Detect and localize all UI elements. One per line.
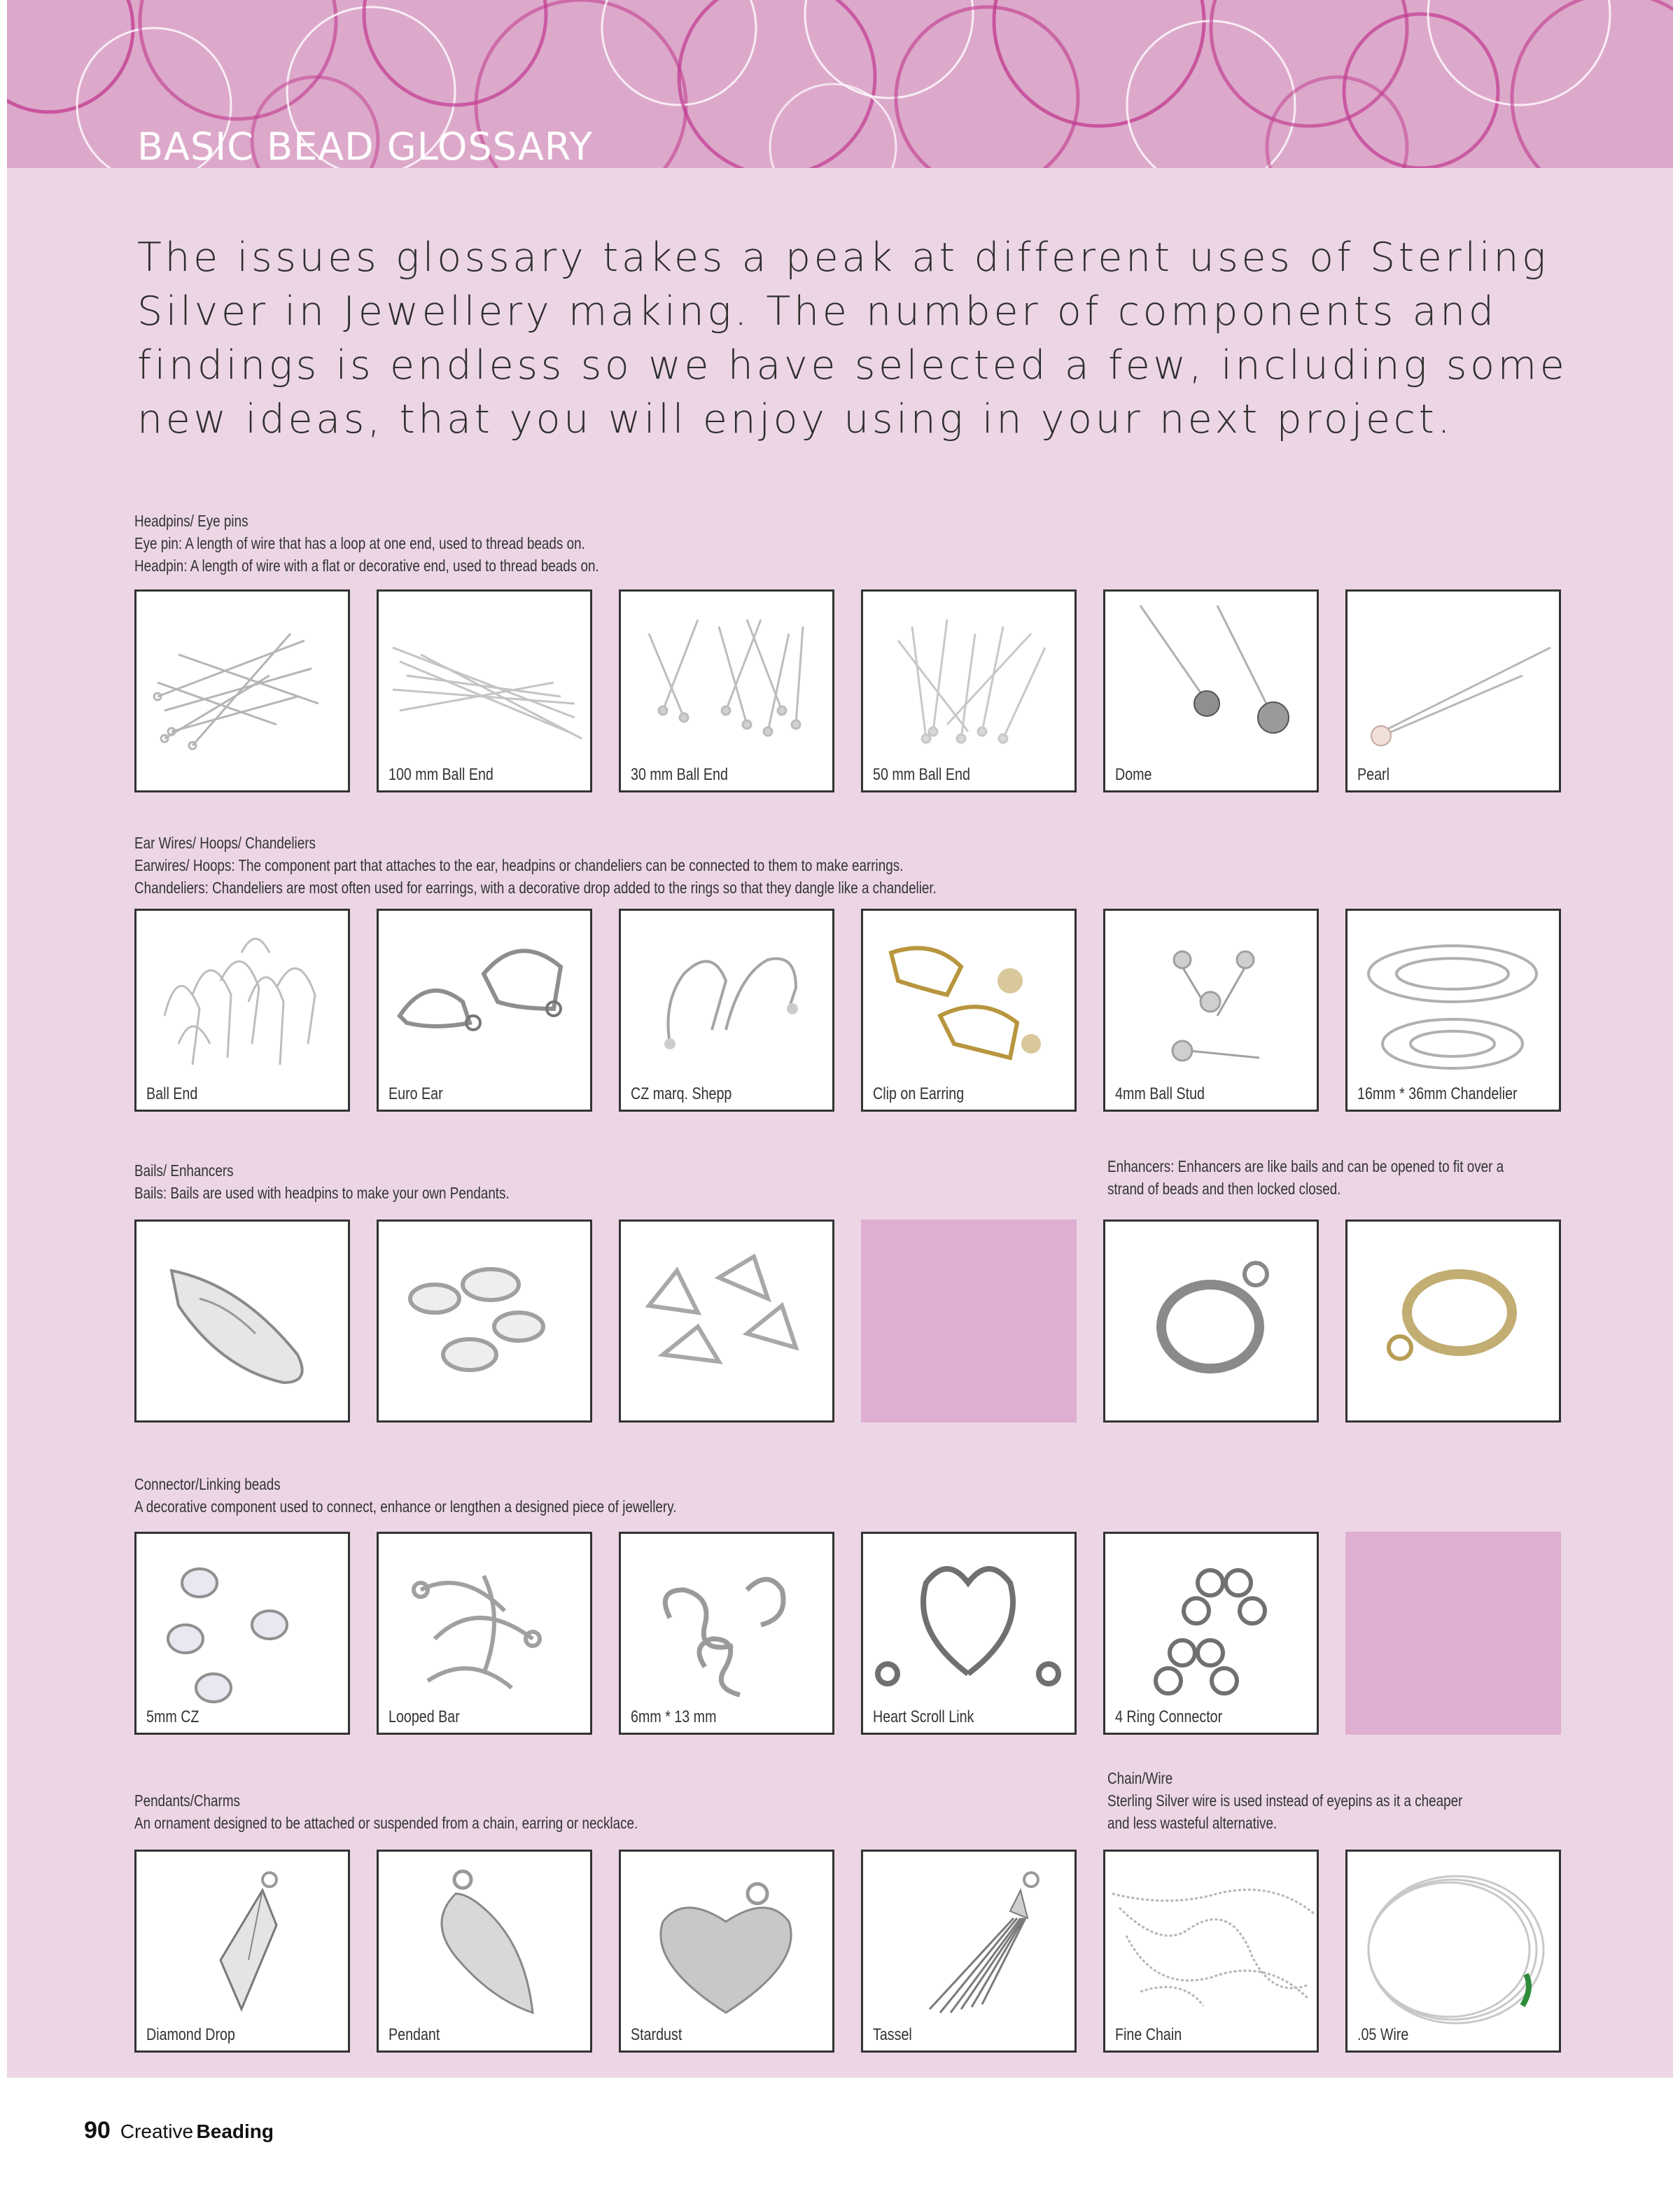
product-tile-heart-scroll-link xyxy=(861,1532,1077,1735)
product-tile-pinch-bails xyxy=(377,1220,592,1423)
enhancer-image xyxy=(1105,1222,1317,1420)
tile-caption: Diamond Drop xyxy=(146,2025,235,2044)
product-tile-stardust xyxy=(619,1850,834,2053)
product-tile-dome xyxy=(1103,589,1319,792)
product-tile-50mm-ball-end xyxy=(861,589,1077,792)
section-description: and less wasteful alternative. xyxy=(1107,1814,1278,1832)
tile-caption: 50 mm Ball End xyxy=(873,765,970,784)
publication-name-bold: Beading xyxy=(196,2120,274,2142)
enhancer-image xyxy=(1348,1222,1559,1420)
tile-caption: Pearl xyxy=(1357,765,1390,784)
tile-caption: Pendant xyxy=(388,2025,440,2044)
product-tile-eye-pins xyxy=(134,589,350,792)
lever-back-earring-image xyxy=(379,911,590,1110)
scroll-connector-image xyxy=(621,1534,832,1733)
section-enhancers xyxy=(1107,1155,1504,1200)
product-tile-fine-chain xyxy=(1103,1850,1319,2053)
product-tile-pearl xyxy=(1345,589,1561,792)
section-title: Chain/Wire xyxy=(1107,1769,1173,1787)
tile-caption: Clip on Earring xyxy=(873,1084,965,1103)
section-title: Bails/ Enhancers xyxy=(134,1161,234,1180)
paisley-pendant-image xyxy=(379,1852,590,2050)
pearl-headpin-image xyxy=(1348,592,1559,790)
product-tile-30mm-ball-end xyxy=(619,589,834,792)
wire-coil-image xyxy=(1348,1852,1559,2050)
heart-charm-image xyxy=(621,1852,832,2050)
product-tile-diamond-drop xyxy=(134,1850,350,2053)
headpin-image xyxy=(621,592,832,790)
product-tile-pendant xyxy=(377,1850,592,2053)
section-title: Ear Wires/ Hoops/ Chandeliers xyxy=(134,834,316,852)
header-banner xyxy=(7,0,1673,168)
product-tile-4-ring-connector xyxy=(1103,1532,1319,1735)
product-tile-6mm-13mm xyxy=(619,1532,834,1735)
tile-caption: 16mm * 36mm Chandelier xyxy=(1357,1084,1518,1103)
tile-caption: Heart Scroll Link xyxy=(873,1707,974,1726)
glossary-page xyxy=(7,0,1673,2078)
section-description: Chandeliers: Chandeliers are most often used for earrings, with a decorative drop added to the rings so that they dangle like a chandelier. xyxy=(134,879,937,897)
intro-paragraph: The issues glossary takes a peak at different uses of Sterling Silver in Jewellery making. The number of components and findings is endless so we have selected a few, including some new ideas, that you will enjoy using in your next project. xyxy=(137,235,1568,442)
earwire-image xyxy=(136,911,348,1110)
product-tile-triangle-bails xyxy=(619,1220,834,1423)
tile-caption: 100 mm Ball End xyxy=(388,765,493,784)
product-tile-ball-end-earwire xyxy=(134,909,350,1112)
heart-scroll-link-image xyxy=(863,1534,1074,1733)
page-number: 90 xyxy=(84,2117,111,2144)
ball-stud-image xyxy=(1105,911,1317,1110)
bail-image xyxy=(621,1222,832,1420)
tile-caption: Euro Ear xyxy=(388,1084,443,1103)
chain-image xyxy=(1105,1852,1317,2050)
tile-caption: Looped Bar xyxy=(388,1707,460,1726)
section-earwires xyxy=(134,832,937,899)
product-tile-tassel xyxy=(861,1850,1077,2053)
product-tile-100mm-ball-end xyxy=(377,589,592,792)
section-bails xyxy=(134,1159,510,1204)
eye-pin-image xyxy=(136,592,348,790)
tile-caption: 6mm * 13 mm xyxy=(631,1707,717,1726)
section-description: An ornament designed to be attached or suspended from a chain, earring or necklace. xyxy=(134,1814,638,1832)
tile-caption: 30 mm Ball End xyxy=(631,765,728,784)
tile-caption: Stardust xyxy=(631,2025,682,2044)
diamond-drop-image xyxy=(136,1852,348,2050)
publication-name: Creative xyxy=(120,2120,194,2142)
tile-caption: .05 Wire xyxy=(1357,2025,1409,2044)
empty-tile xyxy=(1345,1532,1561,1735)
tile-caption: Ball End xyxy=(146,1084,198,1103)
tile-caption: Fine Chain xyxy=(1115,2025,1182,2044)
section-title: Connector/Linking beads xyxy=(134,1475,281,1493)
section-description: Earwires/ Hoops: The component part that attaches to the ear, headpins or chandeliers can be connected to them to make earrings. xyxy=(134,856,904,874)
product-tile-4mm-ball-stud xyxy=(1103,909,1319,1112)
product-tile-enhancer-gold xyxy=(1345,1220,1561,1423)
tile-caption: 4 Ring Connector xyxy=(1115,1707,1223,1726)
tile-caption: CZ marq. Shepp xyxy=(631,1084,732,1103)
tile-caption: Dome xyxy=(1115,765,1152,784)
product-tile-looped-bar xyxy=(377,1532,592,1735)
page-footer xyxy=(84,2117,274,2144)
tassel-image xyxy=(863,1852,1074,2050)
product-tile-5mm-cz xyxy=(134,1532,350,1735)
tile-caption: Tassel xyxy=(873,2025,912,2044)
filigree-bail-image xyxy=(136,1222,348,1420)
product-tile-enhancer-silver xyxy=(1103,1220,1319,1423)
product-tile-filigree-bail xyxy=(134,1220,350,1423)
page-title: BASIC BEAD GLOSSARY xyxy=(137,125,593,168)
section-description: Sterling Silver wire is used instead of eyepins as it a cheaper xyxy=(1107,1791,1463,1810)
shepherd-hook-image xyxy=(621,911,832,1110)
empty-tile xyxy=(861,1220,1077,1423)
headpin-image xyxy=(863,592,1074,790)
section-description: A decorative component used to connect, enhance or lengthen a designed piece of jewellery. xyxy=(134,1497,677,1516)
chandelier-finding-image xyxy=(1348,911,1559,1110)
section-description: Enhancers: Enhancers are like bails and can be opened to fit over a xyxy=(1107,1157,1504,1175)
product-tile-chandelier xyxy=(1345,909,1561,1112)
section-connectors xyxy=(134,1473,676,1518)
section-pendants xyxy=(134,1789,638,1834)
ring-connector-image xyxy=(1105,1534,1317,1733)
section-chain-wire xyxy=(1107,1767,1462,1834)
tile-caption: 4mm Ball Stud xyxy=(1115,1084,1205,1103)
section-title: Headpins/ Eye pins xyxy=(134,512,248,530)
product-tile-cz-marq-shepp xyxy=(619,909,834,1112)
section-headpins xyxy=(134,510,599,577)
product-tile-clip-on-earring xyxy=(861,909,1077,1112)
cz-connector-image xyxy=(136,1534,348,1733)
bail-image xyxy=(379,1222,590,1420)
looped-bar-image xyxy=(379,1534,590,1733)
product-tile-05-wire xyxy=(1345,1850,1561,2053)
product-tile-euro-ear xyxy=(377,909,592,1112)
section-description: strand of beads and then locked closed. xyxy=(1107,1180,1341,1198)
section-description: Headpin: A length of wire with a flat or decorative end, used to thread beads on. xyxy=(134,557,599,575)
tile-caption: 5mm CZ xyxy=(146,1707,200,1726)
dome-headpin-image xyxy=(1105,592,1317,790)
section-description: Eye pin: A length of wire that has a loop at one end, used to thread beads on. xyxy=(134,534,585,552)
headpin-image xyxy=(379,592,590,790)
section-description: Bails: Bails are used with headpins to make your own Pendants. xyxy=(134,1184,510,1202)
clip-on-earring-image xyxy=(863,911,1074,1110)
section-title: Pendants/Charms xyxy=(134,1791,240,1810)
